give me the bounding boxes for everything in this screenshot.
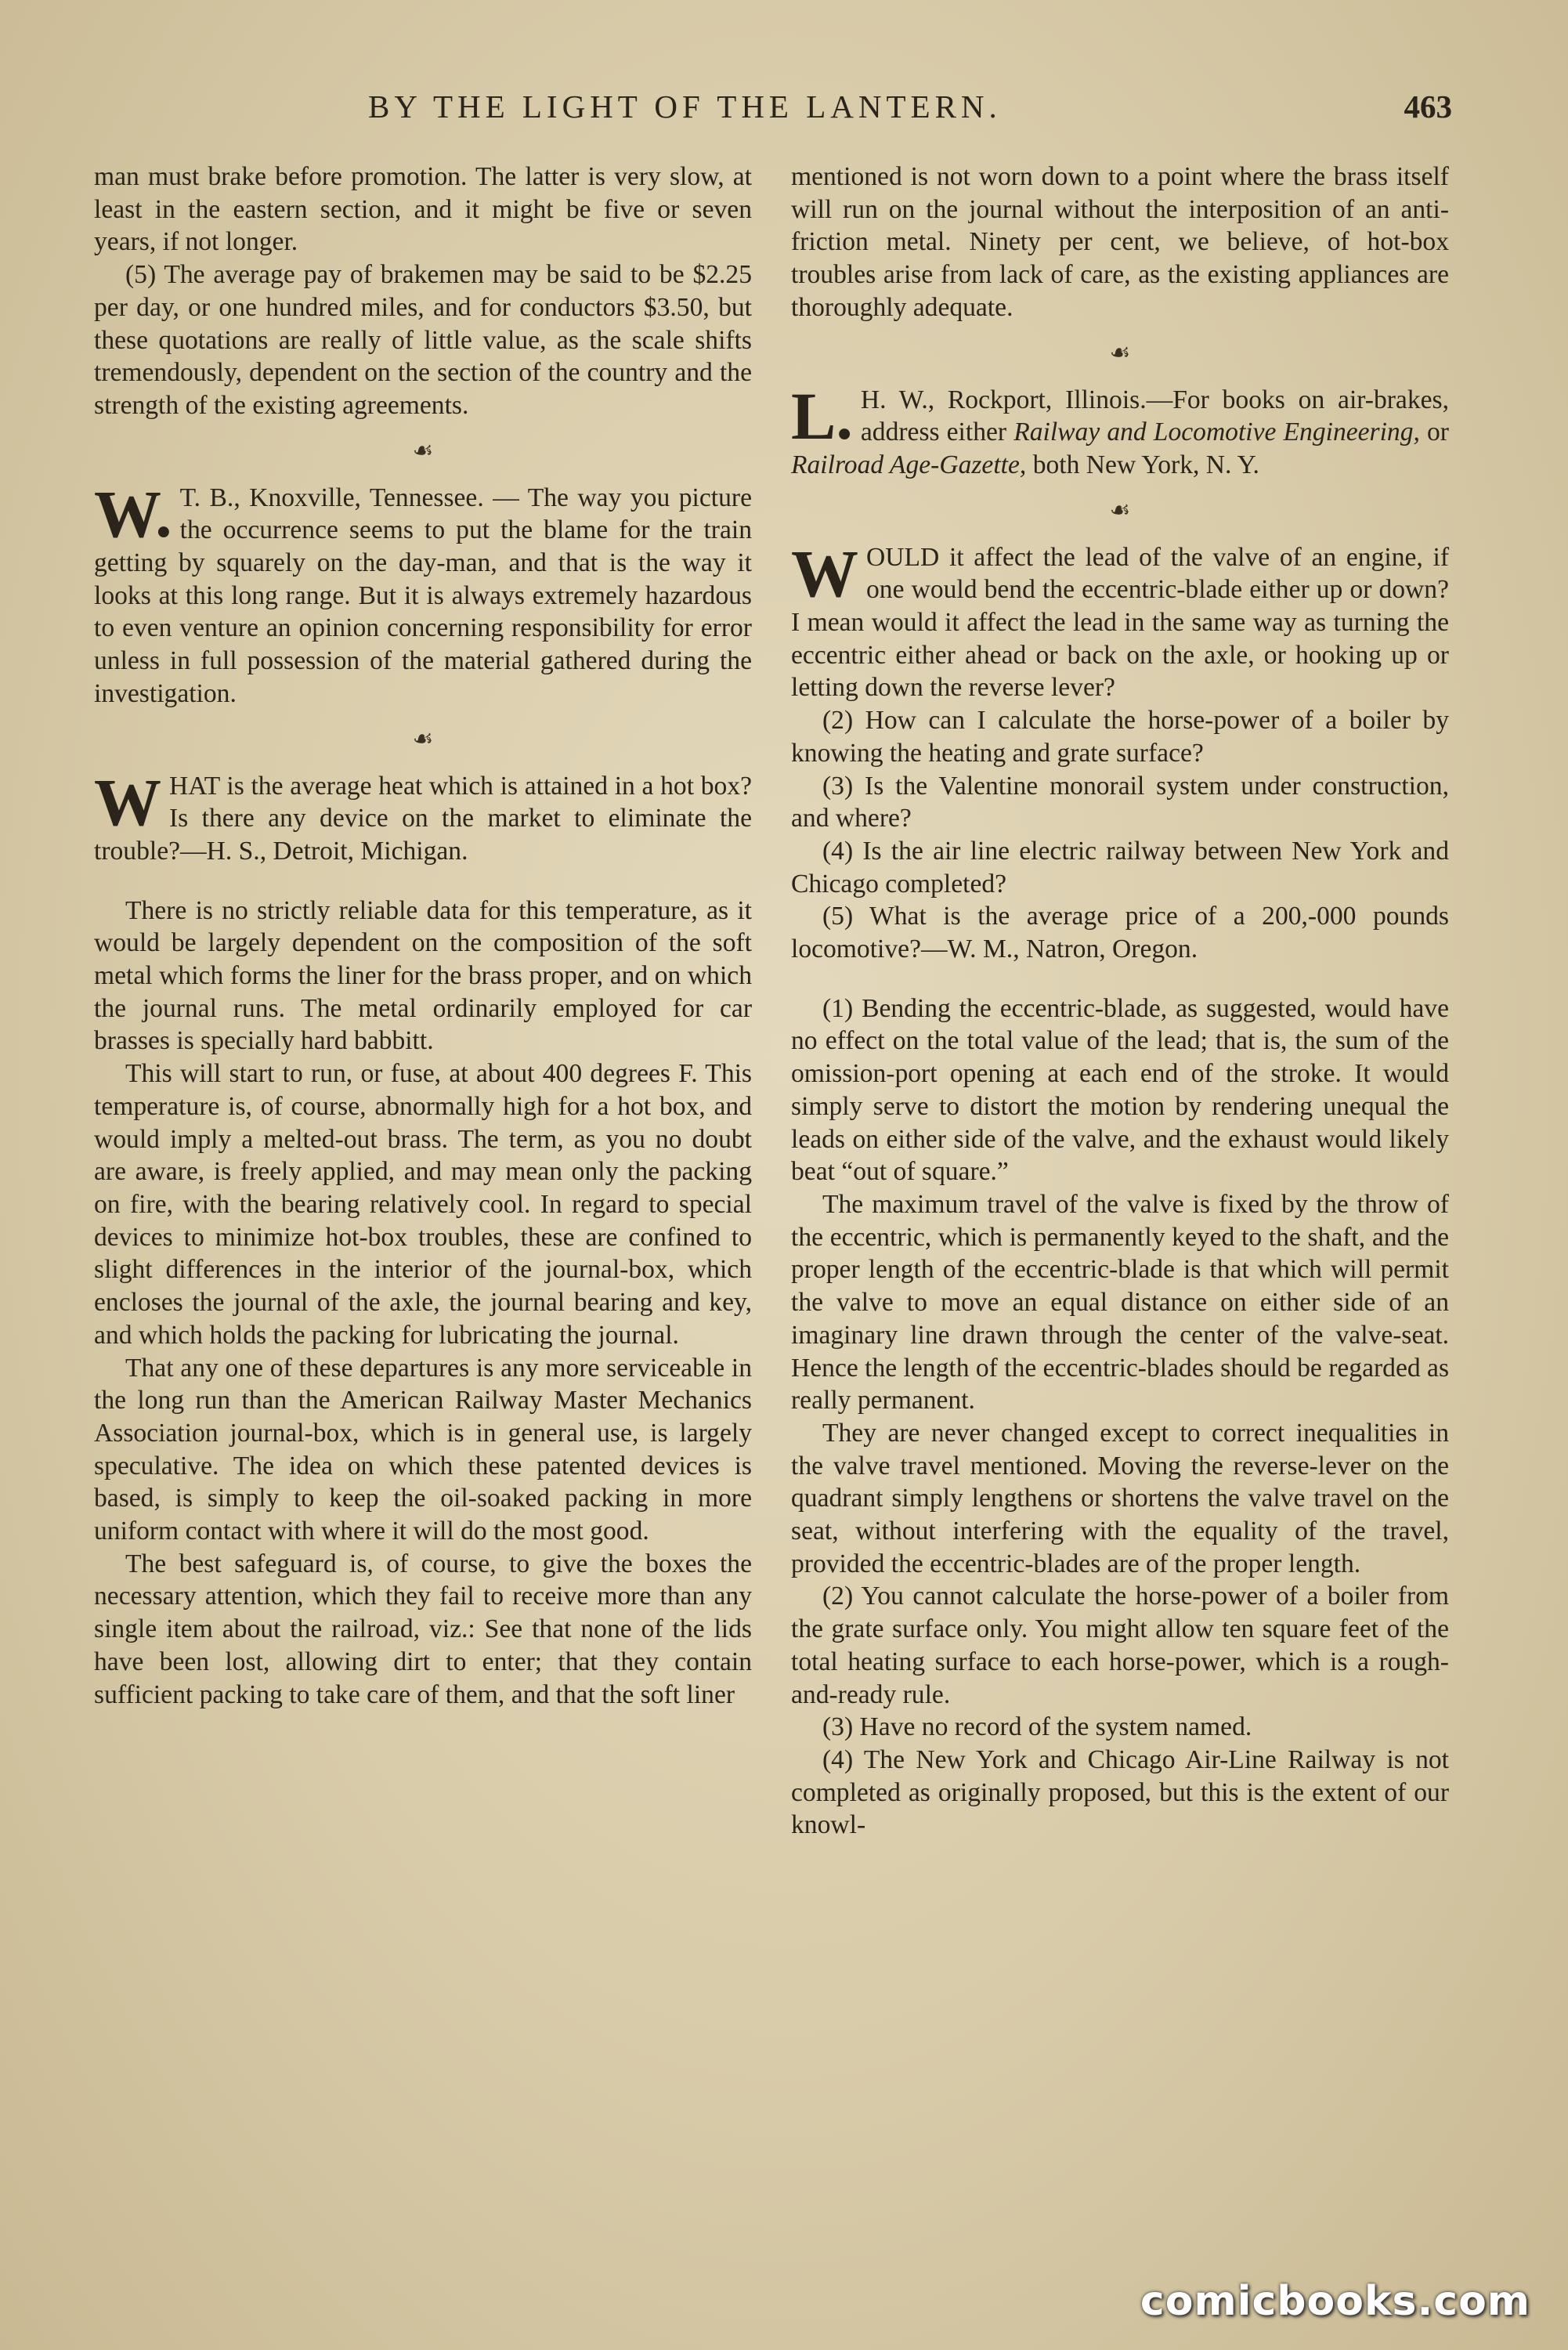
answer-paragraph: (4) The New York and Chicago Air-Line Railway is not completed as originally proposed, but this is the extent of our knowl- (791, 1744, 1449, 1840)
question-text: (3) Is the Valentine monorail system under construction, and where? (791, 771, 1449, 833)
answer-paragraph: The best safeguard is, of course, to give the boxes the necessary attention, which they fail to receive more than any single item about the railroad, viz.: See that none of the lids have been lost, allowing dirt to enter; that they contain sufficient packing to take care of them, and that the soft liner (94, 1549, 752, 1709)
answer-paragraph: They are never changed except to correct inequalities in the valve travel mentioned. Moving the reverse-lever on the quadrant simply lengthens or shortens the valve travel on the seat, without interfering with the equality of the travel, provided the eccentric-blades are of the proper length. (791, 1418, 1449, 1578)
publication-name: Railway and Locomotive Engineering, (1013, 418, 1420, 447)
publication-name: Railroad Age-Gazette, (791, 450, 1027, 479)
answer-paragraph: That any one of these departures is any more serviceable in the long run than the American Railway Master Mechanics Association journal-box, which is in general use, is largely speculative. The idea on which these patented devices is based, is simply to keep the oil-soaked packing in more uniform contact with where it will do the most good. (94, 1353, 752, 1546)
drop-cap: W. (94, 475, 172, 551)
paragraph: man must brake before promotion. The latter is very slow, at least in the eastern section, and it might be five or seven years, if not longer. (94, 162, 752, 257)
letter-lhw (791, 378, 1449, 482)
running-title: BY THE LIGHT OF THE LANTERN. (368, 89, 1002, 125)
question-text: OULD it affect the lead of the valve of an engine, if one would bend the eccentric-blade either up or down? I mean would it affect the lead in the same way as turning the eccentric either ahead or back on the axle, or hooking up or letting down the reverse lever? (791, 542, 1449, 703)
letter-text: or (1427, 418, 1449, 447)
answer-paragraph: This will start to run, or fuse, at about 400 degrees F. This temperature is, of course, abnormally high for a hot box, and would imply a melted-out brass. The term, as you no doubt are aware, is freely applied, and may mean only the packing on fire, with the bearing relatively cool. In regard to special devices to minimize hot-box troubles, these are confined to slight differences in the interior of the journal-box, which encloses the journal of the axle, the journal bearing and key, and which holds the packing for lubricating the journal. (94, 1059, 752, 1350)
drop-cap: W (94, 764, 161, 840)
paragraph: mentioned is not worn down to a point where the brass itself will run on the journal without the interposition of an anti-friction metal. Ninety per cent, we believe, of hot-box troubles arise from lack of care, as the existing appliances are thoroughly adequate. (791, 162, 1449, 322)
letter-wtb (94, 475, 752, 710)
letter-text: T. B., Knoxville, Tennessee. — The way you picture the occurrence seems to put the blame for the train getting by squarely on the day-man, and that is the way it looks at this long range. But it is always extremely hazardous to even venture an opinion concerning responsibility for error unless in full possession of the material gathered during the investigation. (94, 483, 752, 708)
answer-paragraph: The maximum travel of the valve is fixed by the throw of the eccentric, which is permanently keyed to the shaft, and the proper length of the eccentric-blade is that which will permit the valve to move an equal distance on either side of an imaginary line drawn through the center of the valve-seat. Hence the length of the eccentric-blades should be regarded as really permanent. (791, 1189, 1450, 1415)
question-text: (2) How can I calculate the horse-power of a boiler by knowing the heating and grate surface? (791, 706, 1449, 768)
letter-text: H. W., Rockport, Illinois.—For books on air-brakes, address either (860, 385, 1449, 447)
section-ornament: ☙ (412, 725, 434, 752)
drop-cap: L. (791, 378, 853, 454)
letter-text: both New York, N. Y. (1032, 450, 1259, 479)
right-column (791, 161, 1449, 1842)
question-text: (4) Is the air line electric railway between New York and Chicago completed? (791, 836, 1449, 898)
page-header (94, 88, 1452, 135)
question-wm (791, 535, 1449, 705)
answer-paragraph: (1) Bending the eccentric-blade, as suggested, would have no effect on the total value of the lead; that is, the sum of the omission-port opening at each end of the stroke. It would simply serve to distort the motion by rendering unequal the leads on either side of the valve, and the exhaust would likely beat “out of square.” (791, 993, 1449, 1187)
question-text: HAT is the average heat which is attained in a hot box? Is there any device on the market to eliminate the trouble?—H. S., Detroit, Michigan. (94, 771, 752, 866)
section-ornament: ☙ (1109, 497, 1131, 523)
drop-cap: W (791, 535, 858, 611)
question-hs (94, 764, 752, 868)
watermark: comicbooks.com (1140, 2278, 1530, 2325)
left-column (94, 161, 752, 1711)
section-ornament: ☙ (412, 437, 434, 464)
paragraph: (5) The average pay of brakemen may be said to be $2.25 per day, or one hundred miles, and for conductors $3.50, but these quotations are really of little value, as the scale shifts tremendously, dependent on the section of the country and the strength of the existing agreements. (94, 260, 752, 420)
section-ornament: ☙ (1109, 339, 1131, 366)
answer-paragraph: (3) Have no record of the system named. (822, 1712, 1252, 1742)
answer-paragraph: There is no strictly reliable data for this temperature, as it would be largely dependent on the composition of the soft metal which forms the liner for the brass proper, and on which the journal runs. The metal ordinarily employed for car brasses is specially hard babbitt. (94, 895, 752, 1056)
page-number: 463 (1404, 89, 1452, 125)
question-text: (5) What is the average price of a 200,-000 pounds locomotive?—W. M., Natron, Oregon. (791, 902, 1449, 964)
answer-paragraph: (2) You cannot calculate the horse-power of a boiler from the grate surface only. You might allow ten square feet of the total heating surface to each horse-power, which is a rough-and-ready rule. (791, 1582, 1449, 1709)
